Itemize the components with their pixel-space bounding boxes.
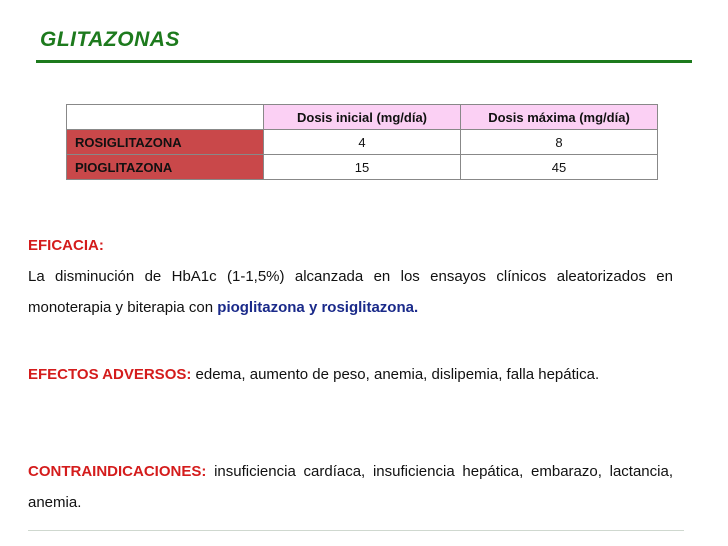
contraindicaciones-section: [28, 456, 673, 518]
bottom-divider: [28, 530, 684, 531]
contraindicaciones-text: insuficiencia cardíaca, insuficiencia hepática, embarazo, lactancia, anemia.: [28, 463, 673, 511]
cell-initial-dose: 4: [264, 130, 461, 155]
adversos-text: edema, aumento de peso, anemia, dislipemia, falla hepática.: [191, 366, 600, 383]
contraindicaciones-heading: CONTRAINDICACIONES:: [28, 463, 207, 480]
eficacia-text: La disminución de HbA1c (1-1,5%) alcanzada en los ensayos clínicos aleatorizados en monoterapia y biterapia con: [28, 268, 673, 316]
dosage-table: [66, 104, 658, 180]
title-divider: [36, 60, 692, 63]
eficacia-heading: EFICACIA:: [28, 237, 104, 254]
header-cell-empty: [67, 105, 264, 130]
table-row: [67, 155, 658, 180]
adversos-heading: EFECTOS ADVERSOS:: [28, 366, 192, 383]
cell-max-dose: 8: [461, 130, 658, 155]
header-cell-max-dose: Dosis máxima (mg/día): [461, 105, 658, 130]
table-row: [67, 130, 658, 155]
header-cell-initial-dose: Dosis inicial (mg/día): [264, 105, 461, 130]
eficacia-highlight: pioglitazona y rosiglitazona.: [217, 299, 419, 316]
page-title: GLITAZONAS: [40, 28, 180, 51]
cell-max-dose: 45: [461, 155, 658, 180]
cell-initial-dose: 15: [264, 155, 461, 180]
eficacia-paragraph: [28, 261, 673, 323]
adversos-section: [28, 359, 673, 390]
table-header-row: [67, 105, 658, 130]
row-label-rosiglitazona: ROSIGLITAZONA: [67, 130, 264, 155]
row-label-pioglitazona: PIOGLITAZONA: [67, 155, 264, 180]
eficacia-section: [28, 230, 673, 323]
